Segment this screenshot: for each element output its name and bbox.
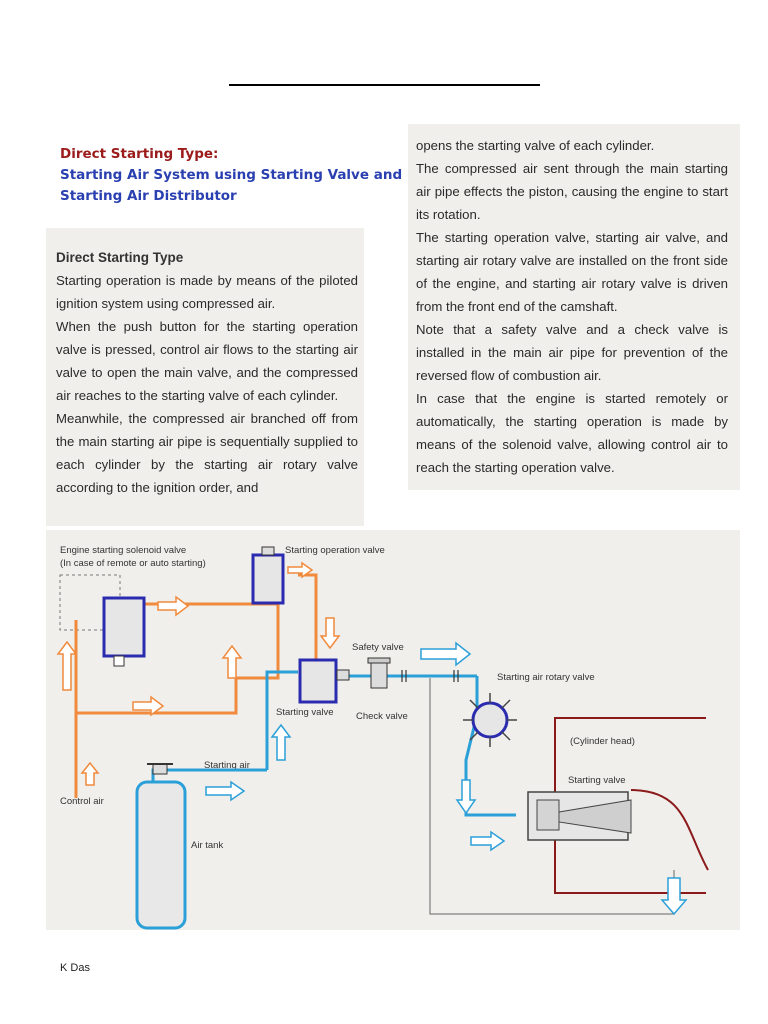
starting-operation-valve: [253, 555, 283, 603]
arrow-up-icon: [223, 646, 241, 678]
air-tank-label: Air tank: [191, 840, 224, 851]
cylinder-head-label: (Cylinder head): [570, 736, 635, 747]
cylinder-starting-valve-label: Starting valve: [568, 775, 626, 786]
operation-valve-label: Starting operation valve: [285, 545, 385, 556]
page-heading: [60, 144, 402, 207]
arrow-right-icon: [158, 597, 188, 615]
paragraph: When the push button for the starting operation valve is pressed, control air flows to the starting air valve to open the main valve, and the compressed air reaches to the starting valve of each cylinder.: [56, 319, 358, 403]
paragraph: Starting operation is made by means of the piloted ignition system using compressed air.: [56, 273, 358, 311]
starting-air-label: Starting air: [204, 760, 250, 771]
push-button: [262, 547, 274, 555]
arrow-right-icon: [206, 782, 244, 800]
arrow-up-icon: [58, 642, 76, 690]
starting-air-rotary-valve: [473, 703, 507, 737]
right-text-column: [416, 134, 728, 479]
safety-valve-cap: [368, 658, 390, 663]
solenoid-valve-label: Engine starting solenoid valve: [60, 545, 187, 556]
left-text-column: [56, 246, 358, 499]
arrow-right-icon: [421, 643, 470, 665]
check-valve: [337, 670, 349, 680]
rotary-valve-label: Starting air rotary valve: [497, 672, 595, 683]
arrow-down-icon: [662, 878, 686, 914]
starting-valve: [300, 660, 336, 702]
tank-valve: [153, 764, 167, 774]
starting-valve-label: Starting valve: [276, 707, 334, 718]
solenoid-valve: [104, 598, 144, 656]
solenoid-valve-sublabel: (In case of remote or auto starting): [60, 558, 206, 569]
air-tank: [137, 782, 185, 928]
heading-line-3: Starting Air Distributor: [60, 188, 237, 204]
heading-line-1: Direct Starting Type:: [60, 146, 219, 162]
control-air-label: Control air: [60, 796, 104, 807]
safety-valve-label: Safety valve: [352, 642, 404, 653]
paragraph: The starting operation valve, starting air valve, and starting air rotary valve are installed on the front side of the engine, and starting air rotary valve is driven from the front end of the camshaft.: [416, 230, 728, 314]
author-footer: K Das: [60, 962, 90, 974]
solenoid-coil: [114, 656, 124, 666]
arrow-right-icon: [471, 832, 504, 850]
paragraph: The compressed air sent through the main starting air pipe effects the piston, causing the engine to start its rotation.: [416, 161, 728, 222]
arrow-down-icon: [457, 780, 475, 813]
section-title: Direct Starting Type: [56, 250, 184, 265]
arrow-down-icon: [321, 618, 339, 648]
paragraph: In case that the engine is started remotely or automatically, the starting operation is made by means of the solenoid valve, allowing control air to reach the starting operation valve.: [416, 391, 728, 475]
arrow-up-icon: [82, 763, 98, 785]
safety-valve: [371, 662, 387, 688]
heading-line-2: Starting Air System using Starting Valve and: [60, 167, 403, 183]
paragraph: Note that a safety valve and a check valve is installed in the main air pipe for prevention of the reversed flow of combustion air.: [416, 322, 728, 383]
check-valve-label: Check valve: [356, 711, 408, 722]
arrow-up-icon: [272, 725, 290, 760]
starting-air-system-diagram: [46, 530, 740, 930]
title-rule: [229, 84, 540, 86]
paragraph: Meanwhile, the compressed air branched off from the main starting air pipe is sequentially supplied to each cylinder by the starting air rotary valve according to the ignition order, and: [56, 411, 358, 495]
paragraph: opens the starting valve of each cylinder.: [416, 138, 655, 153]
cylinder-bore-curve: [631, 790, 708, 870]
control-air-arrows: [58, 563, 339, 785]
valve-piston: [537, 800, 559, 830]
